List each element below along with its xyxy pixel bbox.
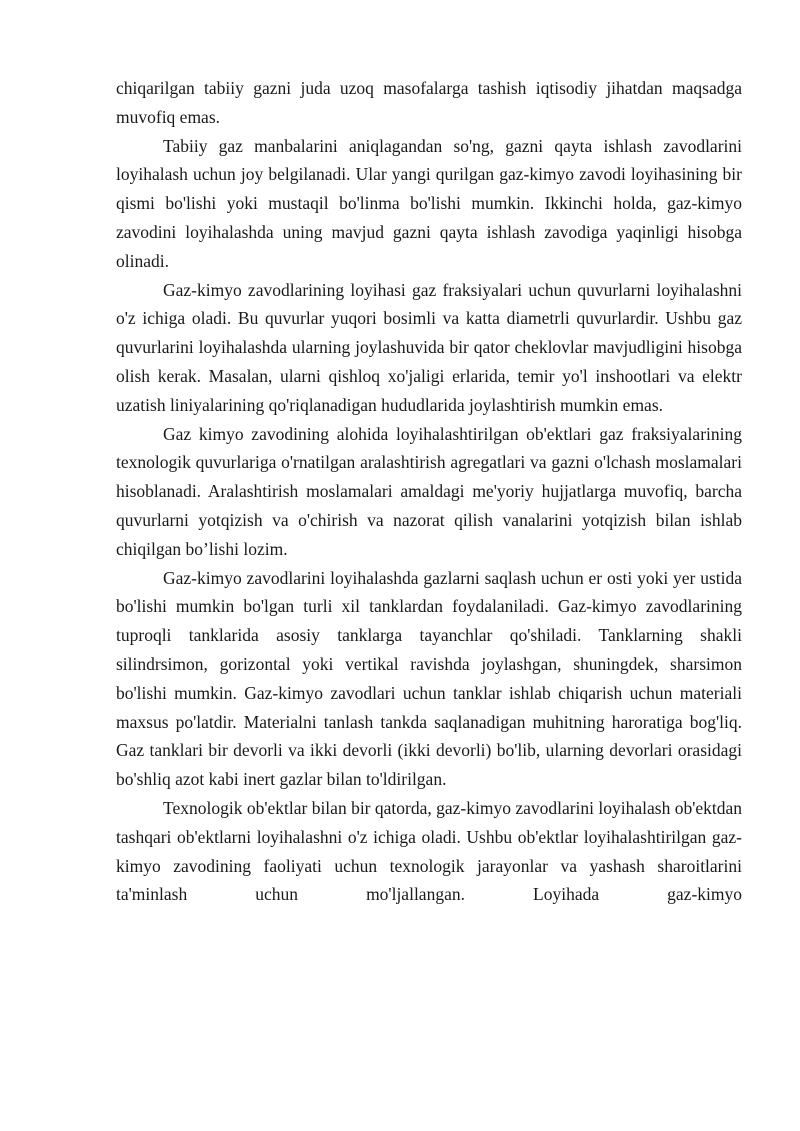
paragraph-mixing-units: Gaz kimyo zavodining alohida loyihalashtirilgan ob'ektlari gaz fraksiyalarining texnologik quvurlariga o'rnatilgan aralashtirish agregatlari va gazni o'lchash moslamalari hisoblanadi. Aralashtirish moslamalari amaldagi me'yoriy hujjatlarga muvofiq, barcha quvurlarni yotqizish va o'chirish va nazorat qilish vanalarini yotqizish bilan ishlab chiqilgan bo’lishi lozim. (116, 423, 742, 559)
paragraph-continuation: chiqarilgan tabiiy gazni juda uzoq masofalarga tashish iqtisodiy jihatdan maqsadga muvofiq emas. (116, 78, 742, 127)
paragraph-pipeline-design: Gaz-kimyo zavodlarining loyihasi gaz fraksiyalari uchun quvurlarni loyihalashni o'z ichiga oladi. Bu quvurlar yuqori bosimli va katta diametrli quvurlardir. Ushbu gaz quvurlarini loyihalashda ularning joylashuvida bir qator cheklovlar mavjudligini hisobga olish kerak. Masalan, ularni qishloq xo'jaligi erlarida, temir yo'l inshootlari va elektr uzatish liniyalarining qo'riqlanadigan hududlarida joylashtirish mumkin emas. (116, 279, 742, 415)
paragraph-storage-tanks: Gaz-kimyo zavodlarini loyihalashda gazlarni saqlash uchun er osti yoki yer ustida bo'lishi mumkin bo'lgan turli xil tanklardan foydalaniladi. Gaz-kimyo zavodlarining tuproqli tanklarida asosiy tanklarga tayanchlar qo'shiladi. Tanklarning shakli silindrsimon, gorizontal yoki vertikal ravishda joylashgan, shuningdek, sharsimon bo'lishi mumkin. Gaz-kimyo zavodlari uchun tanklar ishlab chiqarish uchun materiali maxsus po'latdir. Materialni tanlash tankda saqlanadigan muhitning haroratiga bog'liq. Gaz tanklari bir devorli va ikki devorli (ikki devorli) bo'lib, ularning devorlari orasidagi bo'shliq azot kabi inert gazlar bilan to'ldirilgan. (116, 567, 742, 790)
paragraph-gas-processing-site: Tabiiy gaz manbalarini aniqlagandan so'ng, gazni qayta ishlash zavodlarini loyihalash uchun joy belgilanadi. Ular yangi qurilgan gaz-kimyo zavodi loyihasining bir qismi bo'lishi yoki mustaqil bo'linma bo'lishi mumkin. Ikkinchi holda, gaz-kimyo zavodini loyihalashda uning mavjud gazni qayta ishlash zavodiga yaqinligi hisobga olinadi. (116, 135, 742, 271)
document-page (116, 74, 742, 909)
paragraph-offsite-facilities: Texnologik ob'ektlar bilan bir qatorda, gaz-kimyo zavodlarini loyihalash ob'ektdan tashqari ob'ektlarni loyihalashni o'z ichiga oladi. Ushbu ob'ektlar loyihalashtirilgan gaz-kimyo zavodining faoliyati uchun texnologik jarayonlar va yashash sharoitlarini ta'minlash uchun mo'ljallangan. Loyihada gaz-kimyo (116, 797, 743, 905)
